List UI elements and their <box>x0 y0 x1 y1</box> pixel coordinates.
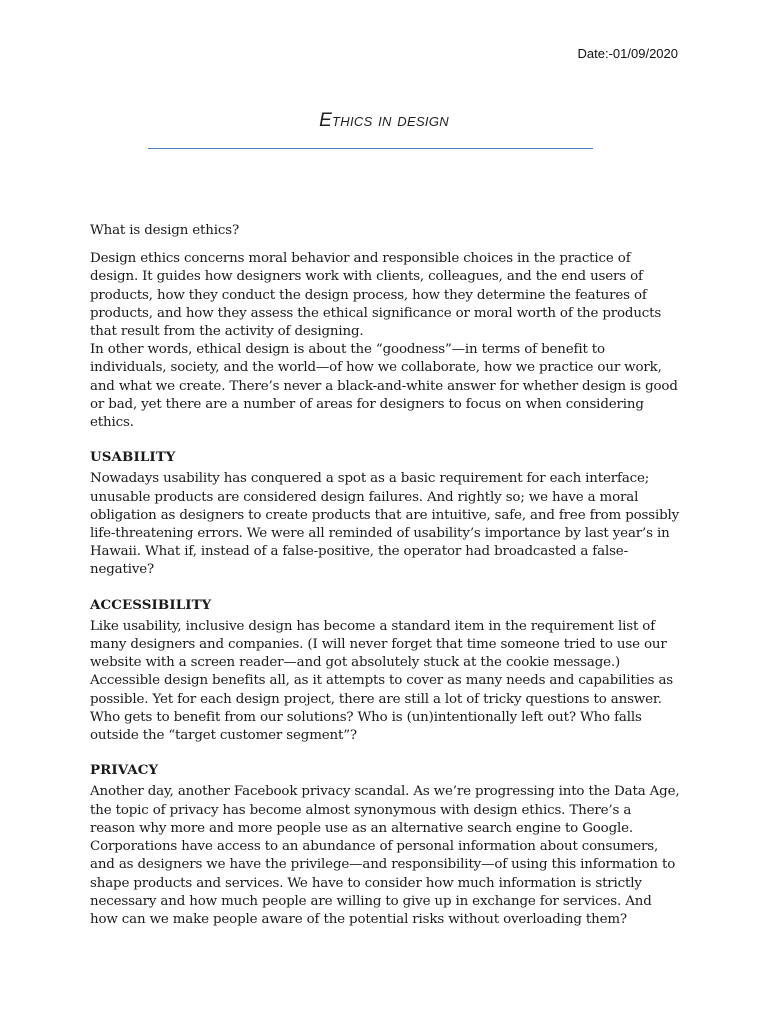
document-title: Ethics in design <box>319 110 449 131</box>
intro-paragraph: Design ethics concerns moral behavior and responsible choices in the practice of design. It guides how designers work with clients, colleagues, and the end users of products, how they conduct the design process, how they determine the features of products, and how they assess the ethical significance or moral worth of the products that result from the activity of designing. <box>90 251 662 340</box>
section-heading-privacy: PRIVACY <box>90 762 159 779</box>
section-heading-accessibility: ACCESSIBILITY <box>90 596 212 613</box>
section-body-privacy: Another day, another Facebook privacy scandal. As we’re progressing into the Data Age, the topic of privacy has become almost synonymous with design ethics. There’s a reason why more and more people use as an alternative search engine to Google. Corporations have access to an abundance of personal information about consumers, and as designers we have the privilege—and responsibility—of using this information to shape products and services. We have to consider how much information is strictly necessary and how much people are willing to give up in exchange for services. And how can we make people aware of the potential risks without overloading them? <box>90 784 680 927</box>
question-line: What is design ethics? <box>90 223 239 238</box>
section-heading-usability: USABILITY <box>90 449 176 466</box>
document-body <box>90 222 680 929</box>
title-underline <box>148 148 593 149</box>
section-body-accessibility: Like usability, inclusive design has become a standard item in the requirement list of many designers and companies. (I will never forget that time someone tried to use our website with a screen reader—and got absolutely stuck at the cookie message.) Accessible design benefits all, as it attempts to cover as many needs and capabilities as possible. Yet for each design project, there are still a lot of tricky questions to answer. Who gets to benefit from our solutions? Who is (un)intentionally left out? Who falls outside the “target customer segment”? <box>90 618 674 744</box>
section-body-usability: Nowadays usability has conquered a spot as a basic requirement for each interface; unusable products are considered design failures. And rightly so; we have a moral obligation as designers to create products that are intuitive, safe, and free from possibly life-threatening errors. We were all reminded of usability’s importance by last year’s in Hawaii. What if, instead of a false-positive, the operator had broadcasted a false-negative? <box>90 471 680 578</box>
intro-paragraph: In other words, ethical design is about the “goodness”—in terms of benefit to individuals, society, and the world—of how we collaborate, how we practice our work, and what we create. There’s never a black-and-white answer for whether design is good or bad, yet there are a number of areas for designers to focus on when considering ethics. <box>90 342 678 431</box>
document-date: Date:-01/09/2020 <box>577 46 678 61</box>
